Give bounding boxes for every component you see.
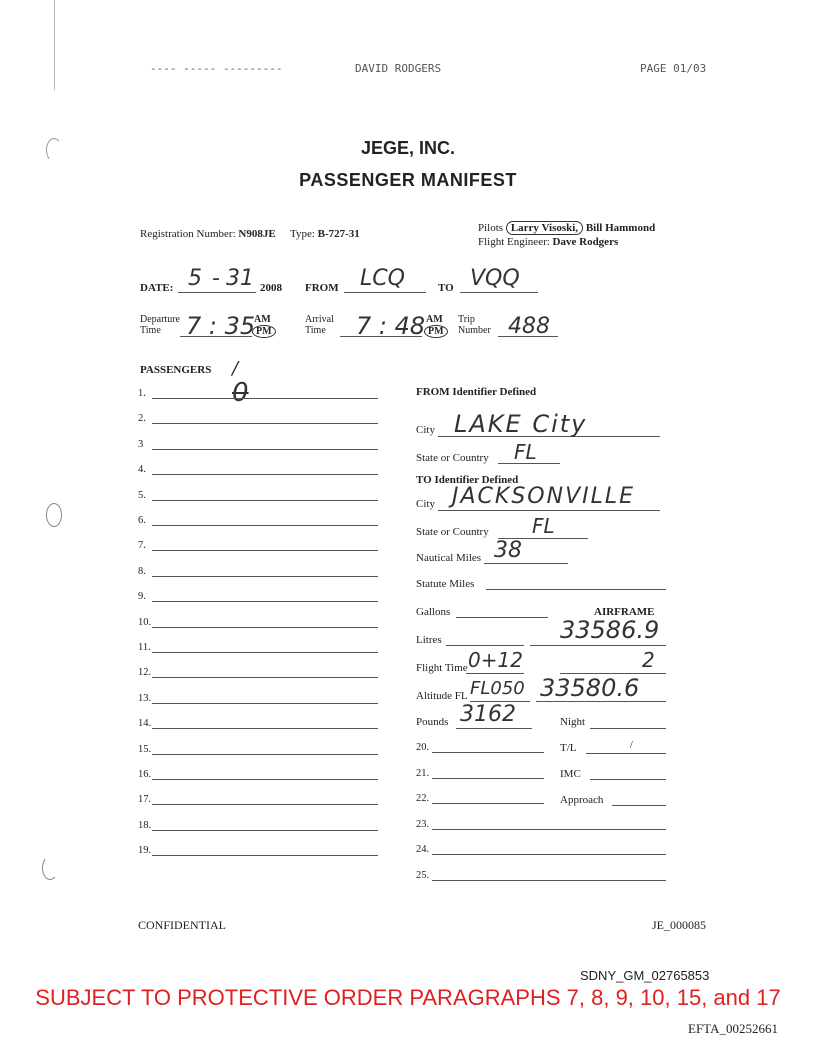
pounds-label: Pounds — [416, 716, 449, 728]
registration-number: Registration Number: N908JE — [140, 228, 276, 240]
to-label: TO — [438, 282, 454, 294]
approach-label: Approach — [560, 794, 604, 806]
passenger-line[interactable] — [152, 550, 378, 551]
entry-line[interactable] — [432, 803, 544, 804]
to-identifier-label: TO Identifier Defined — [416, 474, 519, 486]
passenger-line[interactable] — [152, 423, 378, 424]
bates-number: SDNY_GM_02765853 — [580, 968, 710, 983]
date-day: 31 — [226, 266, 254, 291]
aircraft-type: Type: B-727-31 — [290, 228, 360, 240]
to-city-value: JACKSONVILLE — [452, 484, 636, 509]
flight-time-label: Flight Time — [416, 662, 468, 674]
document-title: PASSENGER MANIFEST — [299, 170, 517, 190]
entry-line[interactable] — [432, 880, 666, 881]
binder-hole-middle — [46, 503, 62, 527]
passenger-number: 18. — [138, 819, 152, 831]
passenger-number: 1. — [138, 388, 146, 399]
trip-number: 488 — [508, 314, 550, 339]
passenger-line[interactable] — [152, 652, 378, 653]
entry-line[interactable] — [432, 752, 544, 753]
to-city-label: City — [416, 498, 435, 510]
entry-line[interactable] — [432, 778, 544, 779]
passenger-number: 13. — [138, 692, 152, 704]
trip-label: Trip Number — [458, 314, 491, 336]
passenger-line[interactable] — [152, 525, 378, 526]
date-label: DATE: — [140, 282, 174, 294]
departure-time: 7 : 35 — [186, 312, 256, 340]
entry-line[interactable] — [432, 854, 666, 855]
passenger-line[interactable] — [152, 728, 378, 729]
passenger-number: 11. — [138, 642, 151, 653]
passenger-number: 12. — [138, 667, 152, 679]
entry-line[interactable] — [432, 829, 666, 830]
altitude-value: FL050 — [470, 678, 525, 699]
passenger-number: 6. — [138, 515, 146, 526]
from-value: LCQ — [360, 266, 405, 291]
imc-label: IMC — [560, 768, 581, 780]
confidential-label: CONFIDENTIAL — [138, 918, 226, 932]
from-identifier-label: FROM Identifier Defined — [416, 386, 537, 398]
passenger-line[interactable] — [152, 601, 378, 602]
scan-edge — [54, 0, 55, 90]
passenger-number: 19. — [138, 845, 152, 857]
flight-time-value: 0+12 — [468, 648, 523, 672]
fax-header-right: PAGE 01/03 — [640, 62, 707, 75]
company-name: JEGE, INC. — [360, 138, 456, 158]
fax-header-center: DAVID RODGERS — [355, 62, 442, 75]
tl-label: T/L — [560, 742, 577, 754]
gallons-label: Gallons — [416, 606, 451, 618]
passenger-line[interactable] — [152, 474, 378, 475]
entry-number: 21. — [416, 767, 430, 779]
passenger-number: 2. — [138, 413, 146, 425]
passenger-number: 15. — [138, 743, 152, 755]
departure-am: AM — [254, 314, 271, 325]
passenger-number: 14. — [138, 718, 152, 730]
passenger-1-entry: 0 — [232, 378, 249, 408]
date-year: 2008 — [260, 282, 282, 294]
entry-number: 25. — [416, 870, 430, 881]
airframe-value-1: 33586.9 — [560, 616, 660, 644]
pounds-value: 3162 — [460, 702, 516, 727]
nautical-miles-label: Nautical Miles — [416, 552, 482, 564]
airframe-label: AIRFRAME — [594, 606, 655, 618]
night-label: Night — [560, 716, 586, 728]
passenger-number: 5. — [138, 489, 146, 501]
from-city-label: City — [416, 424, 435, 436]
from-city-value: LAKE City — [454, 410, 588, 438]
pilot-circled: Larry Visoski, — [506, 221, 583, 235]
passenger-number: 10. — [138, 616, 152, 628]
passenger-number: 7. — [138, 540, 146, 552]
from-label: FROM — [305, 282, 339, 294]
passenger-line[interactable] — [152, 779, 378, 780]
passenger-line[interactable] — [152, 830, 378, 831]
arrival-am: AM — [426, 314, 443, 325]
litres-label: Litres — [416, 634, 442, 646]
departure-pm-circled: PM — [252, 325, 276, 338]
passenger-number: 3 — [138, 438, 144, 450]
passenger-number: 4. — [138, 464, 146, 476]
from-state-label: State or Country — [416, 452, 489, 464]
passenger-number: 16. — [138, 769, 152, 780]
je-number: JE_000085 — [652, 918, 706, 932]
tl-mark: / — [630, 740, 633, 751]
passenger-line[interactable] — [152, 500, 378, 501]
passenger-number: 17. — [138, 794, 152, 806]
binder-hole-bottom — [42, 856, 58, 880]
altitude-label: Altitude FL — [416, 690, 468, 702]
passenger-line[interactable] — [152, 703, 378, 704]
passenger-number: 8. — [138, 565, 146, 577]
arrival-time: 7 : 48 — [356, 312, 426, 340]
efta-number: EFTA_00252661 — [688, 1021, 778, 1036]
fax-header-left: ---- ----- --------- — [150, 62, 283, 75]
to-state-value: FL — [532, 514, 555, 538]
departure-label: Departure Time — [140, 314, 180, 336]
passengers-label: PASSENGERS — [140, 364, 212, 376]
arrival-pm-circled: PM — [424, 325, 448, 338]
from-state-value: FL — [514, 440, 537, 464]
date-sep: - — [212, 266, 220, 291]
airframe-value-3: 33580.6 — [540, 674, 640, 702]
passenger-line[interactable] — [152, 398, 378, 399]
passenger-line[interactable] — [152, 449, 378, 450]
entry-number: 20. — [416, 742, 430, 753]
pilots: Pilots Larry Visoski, Bill Hammond — [478, 222, 656, 234]
passenger-number: 9. — [138, 591, 146, 603]
nautical-miles-value: 38 — [494, 538, 522, 563]
airframe-value-2: 2 — [642, 648, 655, 672]
passenger-line[interactable] — [152, 627, 378, 628]
statute-miles-label: Statute Miles — [416, 578, 475, 590]
passenger-line[interactable] — [152, 754, 378, 755]
entry-number: 24. — [416, 844, 430, 856]
entry-number: 23. — [416, 818, 430, 830]
passenger-line[interactable] — [152, 677, 378, 678]
protective-order-stamp: SUBJECT TO PROTECTIVE ORDER PARAGRAPHS 7, 8, 9, 10, 15, and 17 — [35, 985, 781, 1010]
flight-engineer: Flight Engineer: Dave Rodgers — [478, 236, 619, 248]
to-state-label: State or Country — [416, 526, 489, 538]
passenger-line[interactable] — [152, 576, 378, 577]
arrival-label: Arrival Time — [305, 314, 334, 336]
passenger-line[interactable] — [152, 804, 378, 805]
to-value: VQQ — [470, 266, 520, 291]
passengers-mark: / — [232, 358, 239, 379]
passenger-line[interactable] — [152, 855, 378, 856]
entry-number: 22. — [416, 793, 430, 805]
date-month: 5 — [188, 266, 202, 291]
